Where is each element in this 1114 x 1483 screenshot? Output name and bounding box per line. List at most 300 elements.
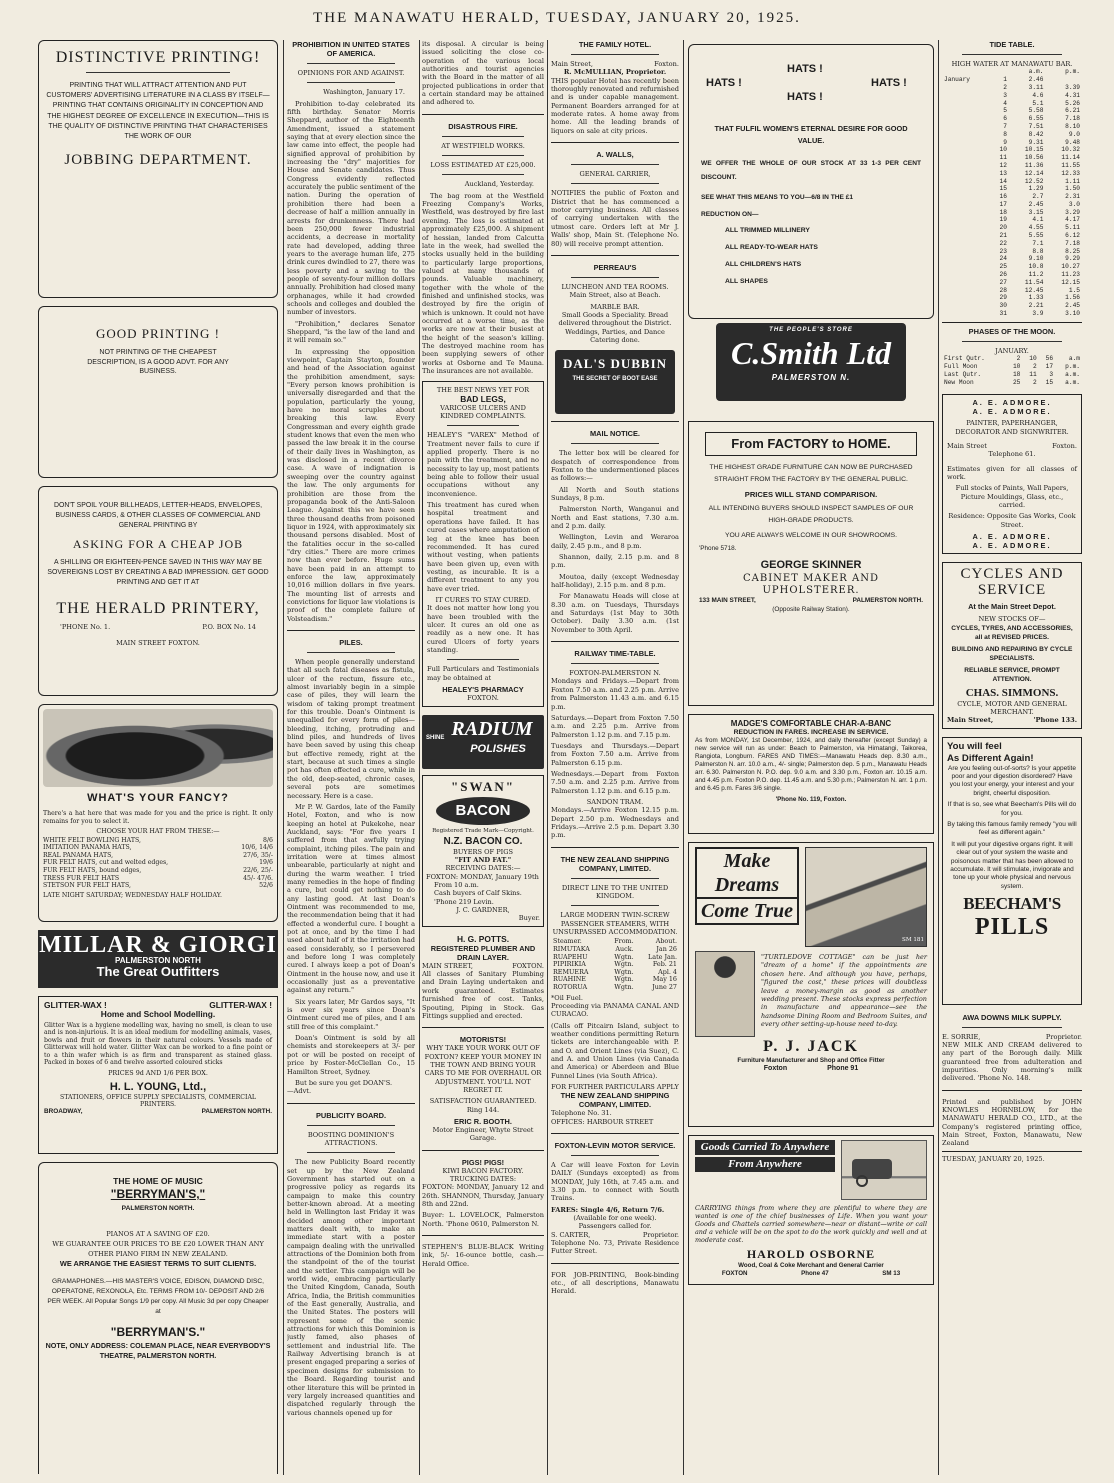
table-cell: 8.10: [1065, 122, 1080, 130]
divider: [551, 1133, 679, 1134]
telephone: Telephone No. 31.: [551, 1109, 612, 1118]
table-cell: 10: [1029, 355, 1037, 363]
company-name: A. E. ADMORE.: [972, 398, 1052, 408]
divider: [962, 341, 1062, 342]
article-paragraph: Doan's Ointment is sold by all chemists and storekeepers at 3/- per pot or will be posted on receipt of price by Foster-McClellan Co., 15 Hamilton Street, Sydney.: [287, 1034, 415, 1076]
table-cell: 11: [999, 154, 1007, 162]
divider: [571, 54, 659, 55]
contact-line: [695, 1065, 927, 1073]
brand-name: MILLAR & GIORGI: [39, 932, 277, 958]
table-cell: Wgtn.: [614, 982, 634, 991]
article-subhead: LOSS ESTIMATED AT £25,000.: [430, 161, 536, 170]
month-cell: [942, 185, 991, 193]
ad-heading: GLITTER-WAX !: [209, 1000, 272, 1010]
column-header: a.m.: [1028, 68, 1044, 76]
table-cell: 3.29: [1065, 208, 1080, 216]
article-paragraph: Wellington, Levin and Weraroa daily, 2.45 p.m., and 8 p.m.: [551, 533, 679, 550]
harold-osborne-ad: [688, 1135, 934, 1285]
pj-jack-ad: [688, 842, 934, 1127]
proprietor: S. CARTER,: [551, 1230, 591, 1239]
article-paragraph: The bag room at the Westfield Freezing Company's Works, Westfield, was destroyed by fire last evening. The loss is estimated at approximately £25,000. A shipment of hessian, landed from Calcutta late in the week, had swelled the stocks usually held in the building to particularly large proportions, valued at many thousands of pounds. Valuable machinery, together with the whole of the finished and unfinished stocks, was destroyed by fire the origin of which is unknown. It could not have occurred at a worse time, as the works are now at their busiest at the height of the season's killing. The destroyed machine room has been supplying sewers of other works at Osborne and Te Mauna. The insurances are not available.: [422, 191, 544, 375]
table-cell: First Qutr.: [944, 355, 985, 363]
ad-body: PIANOS AT A SAVING OF £20.: [106, 1230, 210, 1239]
ad-heading: VARICOSE ULCERS AND KINDRED COMPLAINTS.: [440, 403, 526, 421]
ad-heading: MOTORISTS!: [459, 1035, 507, 1045]
ad-heading: Make Dreams: [695, 847, 799, 899]
table-cell: 3: [1049, 370, 1054, 378]
table-cell: 4.55: [1028, 224, 1044, 232]
ad-body: THE HIGHEST GRADE FURNITURE CAN NOW BE PURCHASED STRAIGHT FROM THE FACTORY BY THE GENERAL PUBLIC.: [709, 464, 913, 483]
table-cell: 16: [999, 193, 1007, 201]
table-cell: 7.18: [1065, 115, 1080, 123]
company-name: CHAS. SIMMONS.: [965, 686, 1059, 699]
article-paragraph: The letter box will be cleared for despatch of correspondence from Foxton to the undermentioned places as follows:—: [551, 449, 679, 483]
article-paragraph: Tuesdays and Thursdays.—Depart from Foxton 7.50 a.m. Arrive from Palmerston 6.15 p.m.: [551, 741, 679, 767]
ad-body: Residence: Opposite Gas Works, Cook Street.: [948, 512, 1076, 529]
ad-body: WE OFFER THE WHOLE OF OUR STOCK AT 33 1-3 PER CENT DISCOUNT.: [701, 160, 921, 181]
ad-body: CYCLES, TYRES, AND ACCESSORIES, all at REVISED PRICES.: [951, 624, 1073, 641]
hat-name: TRESS FUR FELT HATS: [43, 874, 120, 882]
ad-body: STEPHEN'S BLUE-BLACK Writing ink, 5/- 16-ounce bottle, cash.—Herald Office.: [422, 1243, 544, 1268]
pharmacy-name: HEALEY'S PHARMACY: [442, 685, 524, 694]
company-desc: STATIONERS, OFFICE SUPPLY SPECIALISTS, COMMERCIAL PRINTERS.: [59, 1093, 257, 1108]
month-cell: [942, 216, 991, 224]
article-paragraph: Wednesdays.—Depart from Foxton 7.50 a.m. and 2.25 p.m. Arrive from Palmerston 1.12 p.m. and 6.15 p.m.: [551, 769, 679, 795]
table-row: [942, 216, 1082, 224]
company-name: A. E. ADMORE.: [972, 532, 1052, 542]
table-cell: 6.21: [1065, 107, 1080, 115]
article-subhead: SANDON TRAM.: [586, 797, 644, 806]
article-headline: MAIL NOTICE.: [590, 429, 640, 439]
table-row: [942, 193, 1082, 201]
ad-body: GRAMAPHONES.—HIS MASTER'S VOICE, EDISON, DIAMOND DISC, OPERATONE, REXONOLA, Etc. TERMS FROM 10/- DEPOSIT AND 2/6 PER WEEK. All Popular Songs 1/9 per copy. All Music 3d per copy Cheaper at: [47, 1278, 269, 1316]
article-paragraph: Palmerston North, Wanganui and North and East stations, 7.30 a.m. and 2 p.m. daily.: [551, 505, 679, 530]
column-rule: [547, 40, 548, 1475]
table-cell: Apl. 4: [658, 967, 677, 976]
table-row: [942, 185, 1082, 193]
dateline: Washington, January 17.: [323, 88, 405, 97]
table-cell: 12.45: [1024, 286, 1044, 294]
column-2: [287, 40, 415, 1474]
month-cell: [942, 84, 991, 92]
table-cell: 4.31: [1065, 91, 1080, 99]
hat-price: 52/6: [259, 882, 273, 890]
brand-tagline: THE SECRET OF BOOT EASE: [572, 376, 658, 383]
moon-table: [942, 355, 1082, 386]
contact-line: [46, 623, 270, 631]
ad-body: SEE WHAT THIS MEANS TO YOU—6/8 IN THE £1: [701, 194, 854, 201]
table-cell: 25: [1012, 378, 1021, 386]
brand-tagline: The Great Outfitters: [96, 964, 220, 979]
table-row: [942, 107, 1082, 115]
month-cell: [942, 209, 991, 217]
table-row: [942, 371, 1082, 379]
ad-body: Are you feeling out-of-sorts? Is your appetite poor and your digestion disordered? Have you lost your energy, your interest and your bright, cheerful disposition.: [948, 764, 1076, 797]
company-name: P. J. JACK: [763, 1038, 859, 1055]
proprietor: E. SORRIE,: [942, 1032, 981, 1041]
hat-price-row: [43, 837, 273, 845]
hat-name: FUR FELT HATS, cut and welted edges,: [43, 859, 169, 867]
table-cell: PIPIRIKIA: [553, 960, 586, 969]
table-cell: 1.33: [1028, 294, 1044, 302]
table-cell: 3.9: [1032, 310, 1044, 318]
phone-number: 'PHONE No. 1.: [60, 623, 111, 631]
proprietor-role: Proprietor.: [642, 1230, 679, 1239]
ad-heading: THE BEST NEWS YET FOR: [436, 386, 530, 395]
ad-subhead: PRICES WILL STAND COMPARISON.: [744, 490, 878, 499]
good-printing-ad: [38, 306, 278, 478]
trademark-note: Registered Trade Mark—Copyright.: [432, 828, 534, 835]
hat-price: 22/6, 25/-: [243, 866, 273, 874]
divider: [422, 1027, 544, 1028]
article-paragraph: For Manawatu Heads will close at 8.30 a.m. on Tuesdays, Thursdays and Saturdays (1st May to 30th October). Daily 3.30 a.m. (1st November to 30th April.: [551, 592, 679, 634]
table-cell: 10.56: [1024, 154, 1044, 162]
ad-body: YOU ARE ALWAYS WELCOME IN OUR SHOWROOMS.: [724, 532, 898, 539]
ad-body: NOTIFIES the public of Foxton and District that he has commenced a motor carrying business. All classes of carrying undertaken with the utmost care. Orders left at Mr J. Walls' shop, Main St. (Telephone No. 80) will receive prompt attention.: [551, 189, 679, 248]
table-cell: Jan 26: [656, 944, 677, 953]
herald-printery-ad: [38, 486, 278, 696]
brand-name: "BERRYMAN'S,": [110, 1187, 206, 1201]
table-cell: 3.0: [1068, 200, 1080, 208]
table-cell: 12: [999, 161, 1007, 169]
table-cell: 6: [1003, 115, 1007, 123]
divider: [571, 1155, 659, 1156]
brand-name: BEECHAM'S: [963, 894, 1061, 914]
table-cell: 12.14: [1024, 169, 1044, 177]
table-cell: 18: [1012, 370, 1021, 378]
month-cell: [942, 294, 991, 302]
street: Main Street: [947, 442, 987, 451]
table-cell: 8.8: [1032, 247, 1044, 255]
proprietor-line: [551, 1231, 679, 1239]
address-note: (Opposite Railway Station).: [772, 605, 850, 613]
table-row: [942, 100, 1082, 108]
divider: [307, 652, 395, 653]
ad-line: BUYERS OF PIGS: [452, 847, 514, 856]
month-cell: [942, 170, 991, 178]
ad-line: From 10 a.m.: [434, 881, 479, 890]
ad-body: A Car will leave Foxton for Levin DAILY (Sundays excepted) as from MONDAY, July 16th, at 7.45 a.m. and 3.30 p.m. to connect with South Trains.: [551, 1161, 679, 1203]
month-cell: [942, 224, 991, 232]
company-desc: Furniture Manufacturer and Shop and Office Fitter: [737, 1057, 885, 1064]
table-subtitle: HIGH WATER AT MANAWATU BAR.: [951, 60, 1073, 68]
company-desc: CABINET MAKER AND UPHOLSTERER.: [743, 573, 879, 597]
ad-line: "FIT AND FAT.": [454, 856, 512, 865]
address: MAIN STREET FOXTON.: [116, 639, 200, 648]
column-3: [422, 40, 544, 1474]
ad-heading: Goods Carried To Anywhere: [695, 1140, 835, 1155]
reduction-item: ALL TRIMMED MILLINERY: [725, 227, 810, 235]
table-cell: 4: [1003, 99, 1007, 107]
table-row: [942, 310, 1082, 318]
table-row: [942, 209, 1082, 217]
article-paragraph: Mondays and Fridays.—Depart from Foxton 7.50 a.m. and 2.25 p.m. Arrive from Palmerston 11.43 a.m. and 6.15 p.m.: [551, 677, 679, 711]
table-row: [942, 248, 1082, 256]
table-row: [942, 139, 1082, 147]
column-rule: [283, 40, 284, 1475]
company-desc: REGISTERED PLUMBER AND DRAIN LAYER.: [430, 943, 536, 962]
ad-subhead: FOR FURTHER PARTICULARS APPLY: [551, 1082, 679, 1091]
article-paragraph: Six years later, Mr Gardos says, "It is over six years since Doan's Ointment cured me of piles, and I am still free of this complaint.": [287, 997, 415, 1031]
tide-table: [942, 68, 1082, 318]
table-cell: 10.15: [1024, 146, 1044, 154]
table-cell: May 16: [652, 975, 677, 984]
table-cell: 5.1: [1032, 99, 1044, 107]
divider: [942, 1151, 1082, 1152]
ad-body: DON'T SPOIL YOUR BILLHEADS, LETTER-HEADS, ENVELOPES, BUSINESS CARDS, & OTHER CLASSES OF COMMERCIAL AND GENERAL PRINTING BY: [54, 502, 262, 529]
ad-subhead: REDUCTION IN FARES. INCREASE IN SERVICE.: [733, 729, 889, 736]
table-cell: Last Qutr.: [944, 370, 982, 378]
table-cell: 2.7: [1032, 193, 1044, 201]
table-cell: 5: [1003, 107, 1007, 115]
table-cell: 5.55: [1028, 232, 1044, 240]
offices: OFFICES: HARBOUR STREET: [551, 1117, 654, 1126]
dateline: Auckland, Yesterday.: [464, 180, 534, 189]
table-cell: 10.8: [1028, 263, 1044, 271]
article-paragraph: Prohibition to-day celebrated its fifth birthday. Senator Morris Sheppard, author of the Eighteenth Amendment, issued a statement saying that at every election since the law came into effect, the people had signified approval of prohibition by increasing the "dry" majorities for House and Senate candidates. Thus Congress evidently reflected accurately the public sentiment of the nation. During the operation of prohibition there had been a decrease of half a million annually in arrests for drunkenness. There had been 250,000 fewer industrial accidents, a decrease in mortality rate had developed, adding three years to the average human life, 275 drink cures dwindled to 27, there was less poverty and a saving to the people of seventy-four million dollars annually. Prohibition had closed many orphanages, while it had crowded schools and colleges and doubled the number of investors.: [287, 99, 415, 317]
madges-charabanc-ad: [688, 714, 934, 834]
divider: [307, 63, 395, 64]
ad-body: As from MONDAY, 1st December, 1924, and daily thereafter (except Sunday) a new service will run as under: Beach to Palmerston, via Himatangi, Taikorea, Rangiota, Longburn. FARES AND TIMES:—Manawatu Heads dep. 8.30 a.m., Palmerston N. arr. 10.0 a.m., 4/- single; Palmerston dep. 5 p.m., Manawatu Heads arr. 6.30. Palmerston N. P.O. dep. 9.0 a.m. and 3.30 p.m., Foxton arr. 10.15 a.m. and 4.45 p.m. Foxton P.O. dep. 11.45 a.m. and 5.30 p.m.; Palmerston N. arr. 1 p.m. and 6.45 p.m. Fares 3/6 single.: [695, 737, 927, 792]
divider: [551, 847, 679, 848]
divider: [442, 136, 524, 137]
telephone: 'Phone 5718.: [699, 545, 737, 552]
pig-bacon-icon: BACON: [436, 797, 530, 825]
table-cell: 2.21: [1028, 302, 1044, 310]
company-name: A. E. ADMORE.: [972, 541, 1052, 551]
steamer-table: [551, 938, 679, 991]
table-row: [942, 355, 1082, 363]
table-cell: 20: [999, 224, 1007, 232]
hat-price: 19/6: [259, 859, 273, 867]
contact-line: [695, 1270, 927, 1278]
table-cell: 4.17: [1065, 216, 1080, 224]
ad-heading: JOBBING DEPARTMENT.: [64, 152, 252, 169]
ad-heading: PIGS! PIGS!: [461, 1157, 505, 1167]
table-row: [942, 201, 1082, 209]
beechams-ad: [942, 737, 1082, 1005]
divider: [307, 1125, 395, 1126]
ad-body: All classes of Sanitary Plumbing and Drain Laying undertaken and work guaranteed. Estimates furnished free of cost. Tanks, Spouting, Piping in Stock. Gas Fittings supplied and erected.: [422, 970, 544, 1020]
dals-dubbin-ad: [555, 350, 675, 414]
ad-slogan-block: [695, 847, 799, 947]
ad-heading: HATS !: [871, 77, 907, 89]
column-6: [942, 40, 1082, 1474]
table-cell: Wgtn.: [614, 952, 634, 961]
table-cell: 21: [999, 232, 1007, 240]
table-row: [942, 294, 1082, 302]
town: FOXTON.: [467, 694, 499, 702]
ad-prices: PRICES 9d AND 1/6 PER BOX.: [108, 1069, 208, 1078]
table-row: [942, 115, 1082, 123]
table-cell: 11: [1029, 370, 1037, 378]
month-cell: [942, 154, 991, 162]
table-cell: 8.42: [1028, 130, 1044, 138]
hat-price-row: [43, 844, 273, 852]
article-subhead: OPINIONS FOR AND AGAINST.: [297, 69, 405, 77]
table-cell: 5.11: [1065, 224, 1080, 232]
address-line: [551, 60, 679, 68]
table-subtitle: JANUARY.: [995, 346, 1029, 355]
divider: [942, 1090, 1082, 1091]
reduction-item: ALL SHAPES: [725, 278, 768, 286]
table-cell: 25: [999, 263, 1007, 271]
column-rule: [683, 40, 684, 1475]
table-cell: 2: [1003, 83, 1007, 91]
month-cell: [942, 271, 991, 279]
ad-line: RECEIVING DATES:—: [445, 864, 521, 873]
table-cell: 8: [1003, 130, 1007, 138]
table-cell: 7.18: [1065, 239, 1080, 247]
table-cell: 6.12: [1065, 232, 1080, 240]
table-cell: Wgtn.: [614, 967, 634, 976]
month-cell: [942, 131, 991, 139]
ad-heading: Come True: [695, 899, 799, 925]
ad-subhead: At the Main Street Depot.: [968, 602, 1056, 612]
ad-body: BUILDING AND REPAIRING BY CYCLE SPECIALISTS.: [951, 645, 1073, 662]
divider: [962, 1027, 1062, 1028]
brand-sub: POLISHES: [470, 743, 526, 756]
table-cell: 11.36: [1024, 161, 1044, 169]
hat-price-row: [43, 875, 273, 883]
ad-line: Buyer.: [518, 914, 540, 923]
ad-body: NOT PRINTING OF THE CHEAPEST DESCRIPTION, IS A GOOD ADVT. FOR ANY BUSINESS.: [87, 349, 229, 375]
hat-price-row: [43, 852, 273, 860]
ad-subhead: CHOOSE YOUR HAT FROM THESE:—: [96, 828, 220, 836]
ad-line: J. C. GARDNER,: [456, 906, 510, 915]
divider: [571, 443, 659, 444]
divider: [571, 663, 659, 664]
table-row: [942, 232, 1082, 240]
article-paragraph: But be sure you get DOAN'S.: [295, 1078, 393, 1087]
table-cell: 17: [1045, 362, 1054, 370]
table-cell: 5.26: [1065, 99, 1080, 107]
table-cell: 11.54: [1024, 278, 1044, 286]
reduction-item: ALL CHILDREN'S HATS: [725, 261, 802, 269]
ad-body: (Calls off Pitcairn Island, subject to weather conditions permitting Return tickets are interchangeable with P. and O. and Orient Lines (via Suez), C. and A. and Union Lines (via Canada and America) or Aberdeen and Blue Funnel Lines (via South Africa).: [551, 1021, 679, 1080]
ad-body: SATISFACTION GUARANTEED. Ring 144.: [429, 1097, 537, 1114]
table-cell: 12.52: [1024, 177, 1044, 185]
street: Main Street,: [551, 60, 594, 68]
table-cell: Late Jan.: [648, 952, 677, 961]
article-headline: PROHIBITION IN UNITED STATES OF AMERICA.: [292, 40, 410, 58]
ad-heading: GOOD PRINTING !: [95, 326, 221, 341]
company-name: HAROLD OSBORNE: [746, 1247, 876, 1261]
town: PALMERSTON NORTH.: [201, 1107, 272, 1115]
column-rule: [419, 40, 420, 1475]
column-1: [38, 40, 278, 1474]
divider: [571, 183, 659, 184]
ad-subhead: Home and School Modelling.: [100, 1009, 216, 1019]
table-row: [942, 162, 1082, 170]
ad-heading: CYCLES AND SERVICE: [960, 566, 1064, 599]
table-cell: 11.2: [1028, 271, 1044, 279]
table-cell: 3.15: [1028, 208, 1044, 216]
table-cell: Wgtn.: [614, 975, 634, 984]
table-cell: June 27: [652, 982, 677, 991]
ad-body: ALL INTENDING BUYERS SHOULD INSPECT SAMPLES OF OUR HIGH-GRADE PRODUCTS.: [708, 505, 914, 524]
hat-name: WHITE FELT BOWLING HATS,: [43, 836, 141, 844]
table-cell: 1.56: [1065, 294, 1080, 302]
company-name: KIWI BACON FACTORY.: [442, 1166, 524, 1175]
ad-body: RELIABLE SERVICE, PROMPT ATTENTION.: [964, 666, 1060, 683]
fares: FARES: Single 4/6, Return 7/6.: [551, 1205, 665, 1214]
ad-heading: FOXTON-LEVIN MOTOR SERVICE.: [554, 1141, 676, 1150]
town: PALMERSTON NORTH.: [852, 597, 923, 605]
table-cell: 7.51: [1028, 122, 1044, 130]
brand-town: PALMERSTON N.: [771, 373, 851, 382]
article-paragraph: Moutoa, daily (except Wednesday half-holiday), 2.15 p.m. and 8 p.m.: [551, 572, 679, 590]
divider: [442, 155, 524, 156]
ad-slogan: SHINE: [426, 735, 445, 742]
table-cell: 29: [999, 294, 1007, 302]
company-name: N.Z. BACON CO.: [443, 835, 523, 847]
table-cell: 11.55: [1061, 161, 1080, 169]
company-desc: PAINTER, PAPERHANGER, DECORATOR AND SIGNWRITER.: [955, 419, 1069, 436]
article-paragraph: The new Publicity Board recently set up by the New Zealand Government has started out on a progressive policy as regards its campaign to make this country better-known abroad. At a meeting held in Wellington last Friday it was decided among other important matters dealt with, to make an immediate start with a poster campaign dealing with the unrivalled attractions of the Dominion both from the standpoint of the of the tourist and the settler. This campaign will be world wide, embracing particularly the United Kingdom, Canada, South Africa, India, the British communities of the East generally, Australia, and the United States. The posters will represent some of the scenic attractions for which this Dominion is justly famed, also phases of settlement and industrial life. The Railway Advertising branch is at present engaged preparing a series of specimen designs for submission to the Board. Regarding tourist and other literature this will be printed in very largely increased quantities and dispatched regularly through the various channels opened up for: [287, 1158, 415, 1417]
table-cell: REMUERA: [553, 967, 589, 976]
divider: [571, 878, 659, 879]
table-cell: ROTORUA: [553, 982, 588, 991]
table-cell: 26: [999, 271, 1007, 279]
article-paragraph: its disposal. A circular is being issued soliciting the close co-operation of the various local authorities and tourist agencies with the Board in the matter of all projected publications in order that a certain standard may be attained and adhered to.: [422, 40, 544, 107]
table-title: PHASES OF THE MOON.: [968, 326, 1056, 336]
table-cell: 31: [999, 310, 1007, 318]
ad-body: HEALEY'S "VAREX" Method of Treatment never fails to cure if applied properly. There is no pain with the treatment, and no necessity to lay up, most patients being able to follow their usual occupations without any inconvenience.: [427, 431, 539, 498]
imprint: Printed and published by JOHN KNOWLES HORNBLOW, for the MANAWATU HERALD CO., LTD., at the Company's registered printing office, Main Street, Foxton, Manawatu, New Zealand: [942, 1097, 1082, 1148]
masthead: THE MANAWATU HERALD, TUESDAY, JANUARY 20, 1925.: [313, 10, 801, 26]
ad-body: If that is so, see what Beecham's Pills will do for you.: [947, 801, 1077, 817]
logo-top: THE PEOPLE'S STORE: [769, 327, 853, 333]
month-cell: [942, 263, 991, 271]
hat-price-row: [43, 859, 273, 867]
town: Foxton: [763, 1065, 788, 1073]
table-cell: 56: [1045, 355, 1054, 363]
company-name: ERIC R. BOOTH.: [454, 1116, 512, 1126]
ad-body: A SHILLING OR EIGHTEEN-PENCE SAVED IN THIS WAY MAY BE SOVEREIGNS LOST BY CREATING A BAD IMPRESSION. GET GOOD PRINTING AND GET IT AT: [47, 559, 269, 586]
factory-home-ad: [688, 421, 934, 706]
article-paragraph: In expressing the opposition viewpoint, Captain Stayton, founder and head of the Association against the prohibition amendment, says: "Every person knows prohibition is universally disregarded and that the population, particularly the young, have no moral scruples about breaking this law. Every Congressman and every eighth grade student knows that even the men who passed the law break it in the course of their daily lives in Washington, as was disclosed in a recent divorce case. A wave of indignation is sweeping over the country against the law. The only arguments for prohibition are those from the propaganda book of the Anti-Saloon League. Against this we have seen three thousand deaths from poisoned liquor in 1924, with approximately six thousand persons disabled. Most of the fatalities occur in the so-called "dry cities." There are more crimes now than ever before. Huge sums have been paid in an attempt to enforce the law, approximately 10,016 million dollars in five years. The mounting list of arrests and convictions for liquor law violations is proof of the complete failure of Volsteadism.": [287, 347, 415, 623]
month-cell: [942, 100, 991, 108]
berrymans-ad: [38, 1162, 278, 1474]
month-cell: [942, 255, 991, 263]
table-row: [942, 84, 1082, 92]
ad-body: By taking this famous family remedy "you will feel as different again.": [947, 820, 1077, 837]
table-cell: 10.27: [1061, 263, 1080, 271]
company-desc: GENERAL CARRIER,: [579, 170, 651, 179]
column-header: From.: [614, 937, 634, 946]
table-cell: 7.1: [1032, 239, 1044, 247]
article-headline: PUBLICITY BOARD.: [315, 1110, 387, 1120]
divider: [422, 114, 544, 115]
ad-subhead: IT CURES TO STAY CURED.: [435, 595, 531, 604]
table-cell: 5.58: [1028, 107, 1044, 115]
hat-name: REAL PANAMA HATS,: [43, 851, 114, 859]
ad-subhead: MARBLE BAR.: [590, 302, 640, 311]
ad-body: This treatment has cured when hospital treatment and operations have failed. It has cured cases where amputation of leg at the knee has been recommended. It has cured without vesting, when patients have been given up, even with vesting, as incurable. It is a different treatment to any you have ever tried.: [427, 501, 539, 593]
article-paragraph: Saturdays.—Depart from Foxton 7.50 a.m. and 2.25 p.m. Arrive from Palmerston 1.12 p.m. and 7.15 p.m.: [551, 713, 679, 739]
hat-price: 45/- 47/6.: [243, 874, 273, 882]
month-cell: [942, 139, 991, 147]
table-cell: Full Moon: [944, 362, 978, 370]
millar-giorgi-ad: [38, 930, 278, 988]
divider: [551, 421, 679, 422]
tide-table-body: [942, 76, 1082, 318]
table-cell: 7: [1003, 122, 1007, 130]
table-cell: 1.50: [1065, 185, 1080, 193]
divider: [422, 1235, 544, 1236]
ad-body: Small Goods a Speciality. Bread delivered throughout the District. Weddings, Parties, and Dance Catering done.: [558, 310, 672, 344]
